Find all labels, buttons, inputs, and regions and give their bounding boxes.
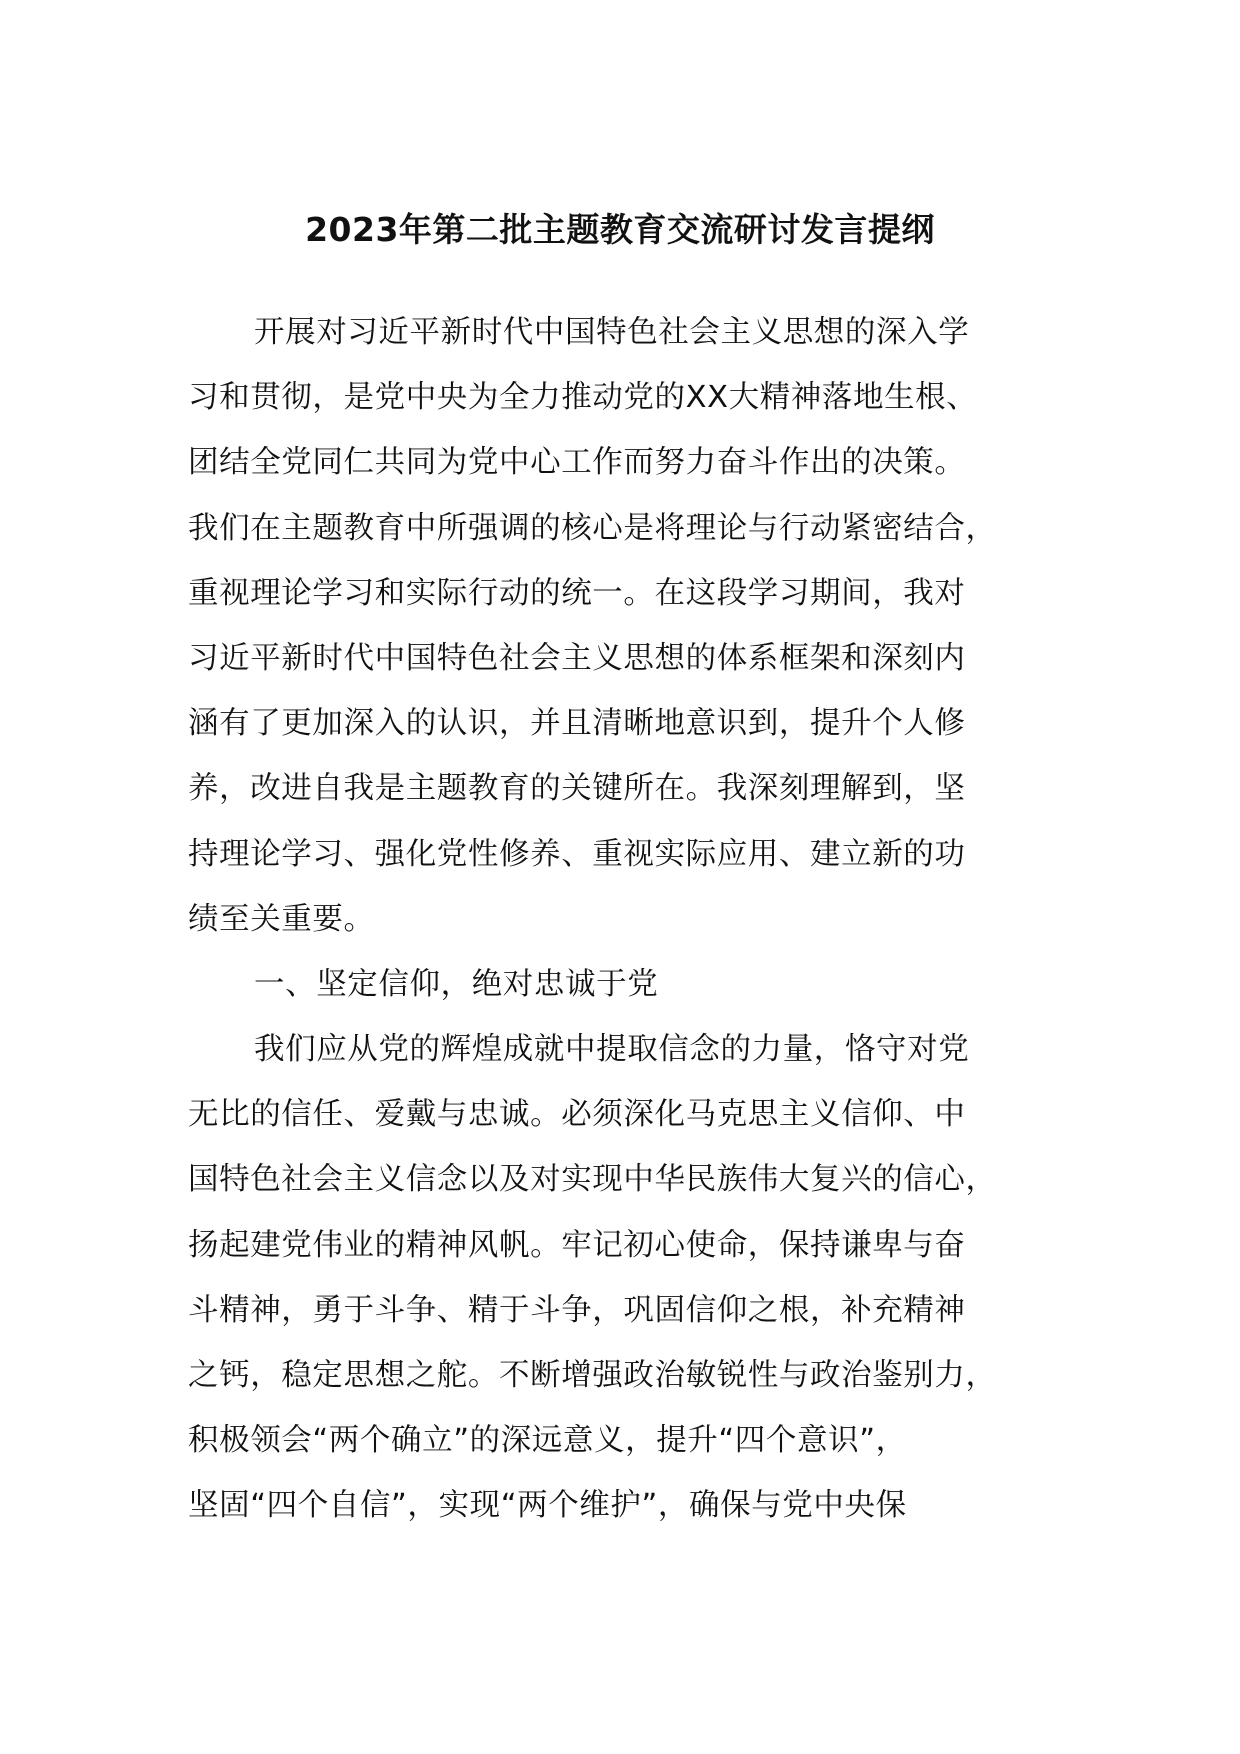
section-heading: 一、坚定信仰，绝对忠诚于党: [254, 966, 659, 1002]
document-body: [188, 300, 1068, 1539]
text-line: 习和贯彻，是党中央为全力推动党的XX大精神落地生根、: [188, 380, 978, 416]
text-line: 我们在主题教育中所强调的核心是将理论与行动紧密结合，: [188, 510, 997, 546]
text-line: 养，改进自我是主题教育的关键所在。我深刻理解到，坚: [188, 771, 966, 807]
text-line: 积极领会“两个确立”的深远意义，提升“四个意识”，: [188, 1423, 907, 1459]
text-line: 斗精神，勇于斗争、精于斗争，巩固信仰之根，补充精神: [188, 1292, 966, 1328]
text-line: 绩至关重要。: [188, 901, 375, 937]
text-line: 无比的信任、爱戴与忠诚。必须深化马克思主义信仰、中: [188, 1097, 966, 1133]
text-line: 团结全党同仁共同为党中心工作而努力奋斗作出的决策。: [188, 445, 966, 481]
text-line: 开展对习近平新时代中国特色社会主义思想的深入学: [254, 315, 970, 350]
text-line: 我们应从党的辉煌成就中提取信念的力量，恪守对党: [254, 1032, 970, 1068]
document-title: 2023年第二批主题教育交流研讨发言提纲: [305, 210, 935, 249]
text-line: 之钙，稳定思想之舵。不断增强政治敏锐性与政治鉴别力，: [188, 1358, 997, 1393]
text-line: 扬起建党伟业的精神风帆。牢记初心使命，保持谦卑与奋: [188, 1227, 966, 1263]
text-line: 涵有了更加深入的认识，并且清晰地意识到，提升个人修: [188, 706, 966, 742]
text-line: 坚固“四个自信”，实现“两个维护”，确保与党中央保: [188, 1488, 907, 1524]
text-line: 国特色社会主义信念以及对实现中华民族伟大复兴的信心，: [188, 1162, 997, 1198]
text-line: 重视理论学习和实际行动的统一。在这段学习期间，我对: [188, 575, 966, 611]
text-line: 习近平新时代中国特色社会主义思想的体系框架和深刻内: [188, 640, 966, 676]
text-line: 持理论学习、强化党性修养、重视实际应用、建立新的功: [188, 836, 966, 872]
